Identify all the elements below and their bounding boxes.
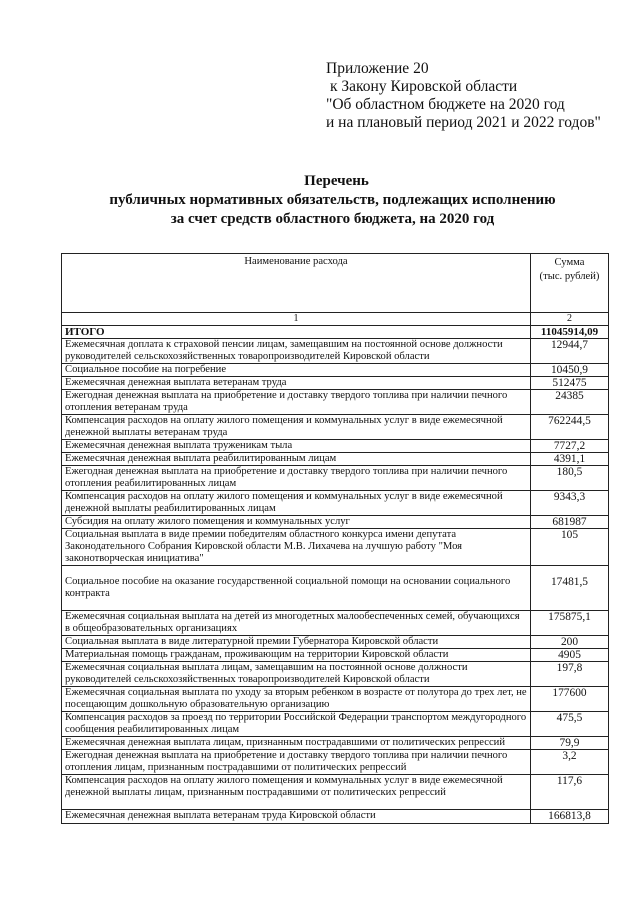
row-value: 12944,7 — [531, 339, 609, 364]
row-value: 200 — [531, 636, 609, 649]
table-row — [62, 440, 609, 453]
table-row — [62, 516, 609, 529]
row-name: Компенсация расходов на оплату жилого помещения и коммунальных услуг в виде ежемесячной денежной выплаты ветеранам труда — [62, 415, 531, 440]
row-name: Ежемесячная денежная выплата ветеранам труда — [62, 377, 531, 390]
appendix-line-2: к Закону Кировской области — [330, 78, 518, 95]
row-name: Компенсация расходов на оплату жилого помещения и коммунальных услуг в виде ежемесячной денежной выплаты реабилитированных лицам — [62, 491, 531, 516]
row-value: 4905 — [531, 649, 609, 662]
row-name: Ежемесячная денежная выплата реабилитированным лицам — [62, 453, 531, 466]
column-number-1: 1 — [62, 313, 531, 326]
row-name: Компенсация расходов за проезд по территории Российской Федерации транспортом междугородного сообщения реабилитированных лицам — [62, 712, 531, 737]
header-sum-cell — [531, 254, 609, 313]
row-value: 7727,2 — [531, 440, 609, 453]
row-value: 10450,9 — [531, 364, 609, 377]
table-row — [62, 566, 609, 611]
row-value: 24385 — [531, 390, 609, 415]
obligations-table — [61, 253, 609, 824]
row-name: Социальная выплата в виде премии победителям областного конкурса имени депутата Законодательного Собрания Кировской области М.В. Лихачева на лучшую работу "Моя законотворческая инициатива" — [62, 529, 531, 566]
table-row — [62, 662, 609, 687]
row-name: Ежегодная денежная выплата на приобретение и доставку твердого топлива при наличии печного отопления реабилитированных лицам — [62, 466, 531, 491]
row-value: 177600 — [531, 687, 609, 712]
row-value: 3,2 — [531, 750, 609, 775]
table-row — [62, 810, 609, 824]
row-name: Компенсация расходов на оплату жилого помещения и коммунальных услуг в виде ежемесячной денежной выплаты лицам, признанным пострадавшими от политических репрессий — [62, 775, 531, 810]
row-value: 117,6 — [531, 775, 609, 810]
table-row — [62, 529, 609, 566]
row-name: Социальная выплата в виде литературной премии Губернатора Кировской области — [62, 636, 531, 649]
header-sum-line-1: Сумма — [554, 257, 585, 268]
row-name: Социальное пособие на погребение — [62, 364, 531, 377]
table-row — [62, 649, 609, 662]
total-row — [62, 326, 609, 339]
row-value: 681987 — [531, 516, 609, 529]
row-value: 166813,8 — [531, 810, 609, 824]
header-sum-line-2: (тыс. рублей) — [539, 271, 600, 282]
row-value: 105 — [531, 529, 609, 566]
row-name: Ежемесячная социальная выплата на детей из многодетных малообеспеченных семей, обучающихся в общеобразовательных организациях — [62, 611, 531, 636]
row-name: Социальное пособие на оказание государственной социальной помощи на основании социального контракта — [62, 566, 531, 611]
table-row — [62, 491, 609, 516]
document-title — [60, 172, 605, 229]
table-row — [62, 737, 609, 750]
row-name: Ежегодная денежная выплата на приобретение и доставку твердого топлива при наличии печного отопления ветеранам труда — [62, 390, 531, 415]
table-row — [62, 687, 609, 712]
row-name: Ежемесячная денежная выплата лицам, признанным пострадавшими от политических репрессий — [62, 737, 531, 750]
column-number-2: 2 — [531, 313, 609, 326]
row-value: 175875,1 — [531, 611, 609, 636]
row-value: 17481,5 — [531, 566, 609, 611]
row-value: 4391,1 — [531, 453, 609, 466]
table-row — [62, 712, 609, 737]
row-value: 180,5 — [531, 466, 609, 491]
title-line-3: за счет средств областного бюджета, на 2020 год — [170, 211, 495, 227]
row-name: Ежемесячная доплата к страховой пенсии лицам, замещавшим на постоянной основе должности руководителей сельскохозяйственных товаропроизводителей Кировской области — [62, 339, 531, 364]
table-row — [62, 453, 609, 466]
row-value: 762244,5 — [531, 415, 609, 440]
table-header-row — [62, 254, 609, 313]
title-line-2: публичных нормативных обязательств, подлежащих исполнению — [109, 192, 556, 208]
row-name: Ежегодная денежная выплата на приобретение и доставку твердого топлива при наличии печного отопления лицам, признанным пострадавшими от политических репрессий — [62, 750, 531, 775]
total-label: ИТОГО — [62, 326, 531, 339]
column-number-row — [62, 313, 609, 326]
header-name-cell: Наименование расхода — [62, 254, 531, 313]
table-row — [62, 775, 609, 810]
table-row — [62, 466, 609, 491]
row-value: 79,9 — [531, 737, 609, 750]
table-row — [62, 339, 609, 364]
appendix-block — [326, 60, 626, 132]
appendix-line-3: "Об областном бюджете на 2020 год — [326, 96, 565, 113]
row-name: Ежемесячная социальная выплата лицам, замещавшим на постоянной основе должности руководителей сельскохозяйственных товаропроизводителей Кировской области — [62, 662, 531, 687]
row-name: Субсидия на оплату жилого помещения и коммунальных услуг — [62, 516, 531, 529]
table-row — [62, 377, 609, 390]
table-row — [62, 750, 609, 775]
total-value: 11045914,09 — [531, 326, 609, 339]
row-value: 475,5 — [531, 712, 609, 737]
table-row — [62, 415, 609, 440]
row-value: 197,8 — [531, 662, 609, 687]
appendix-line-1: Приложение 20 — [326, 60, 429, 77]
row-value: 512475 — [531, 377, 609, 390]
row-name: Ежемесячная социальная выплата по уходу за вторым ребенком в возрасте от полутора до трех лет, не посещающим дошкольную образовательную организацию — [62, 687, 531, 712]
row-name: Материальная помощь гражданам, проживающим на территории Кировской области — [62, 649, 531, 662]
appendix-line-4: и на плановый период 2021 и 2022 годов" — [326, 114, 601, 131]
title-line-1: Перечень — [304, 173, 369, 189]
row-name: Ежемесячная денежная выплата труженикам тыла — [62, 440, 531, 453]
table-row — [62, 364, 609, 377]
row-name: Ежемесячная денежная выплата ветеранам труда Кировской области — [62, 810, 531, 824]
row-value: 9343,3 — [531, 491, 609, 516]
table-row — [62, 636, 609, 649]
table-row — [62, 611, 609, 636]
table-row — [62, 390, 609, 415]
